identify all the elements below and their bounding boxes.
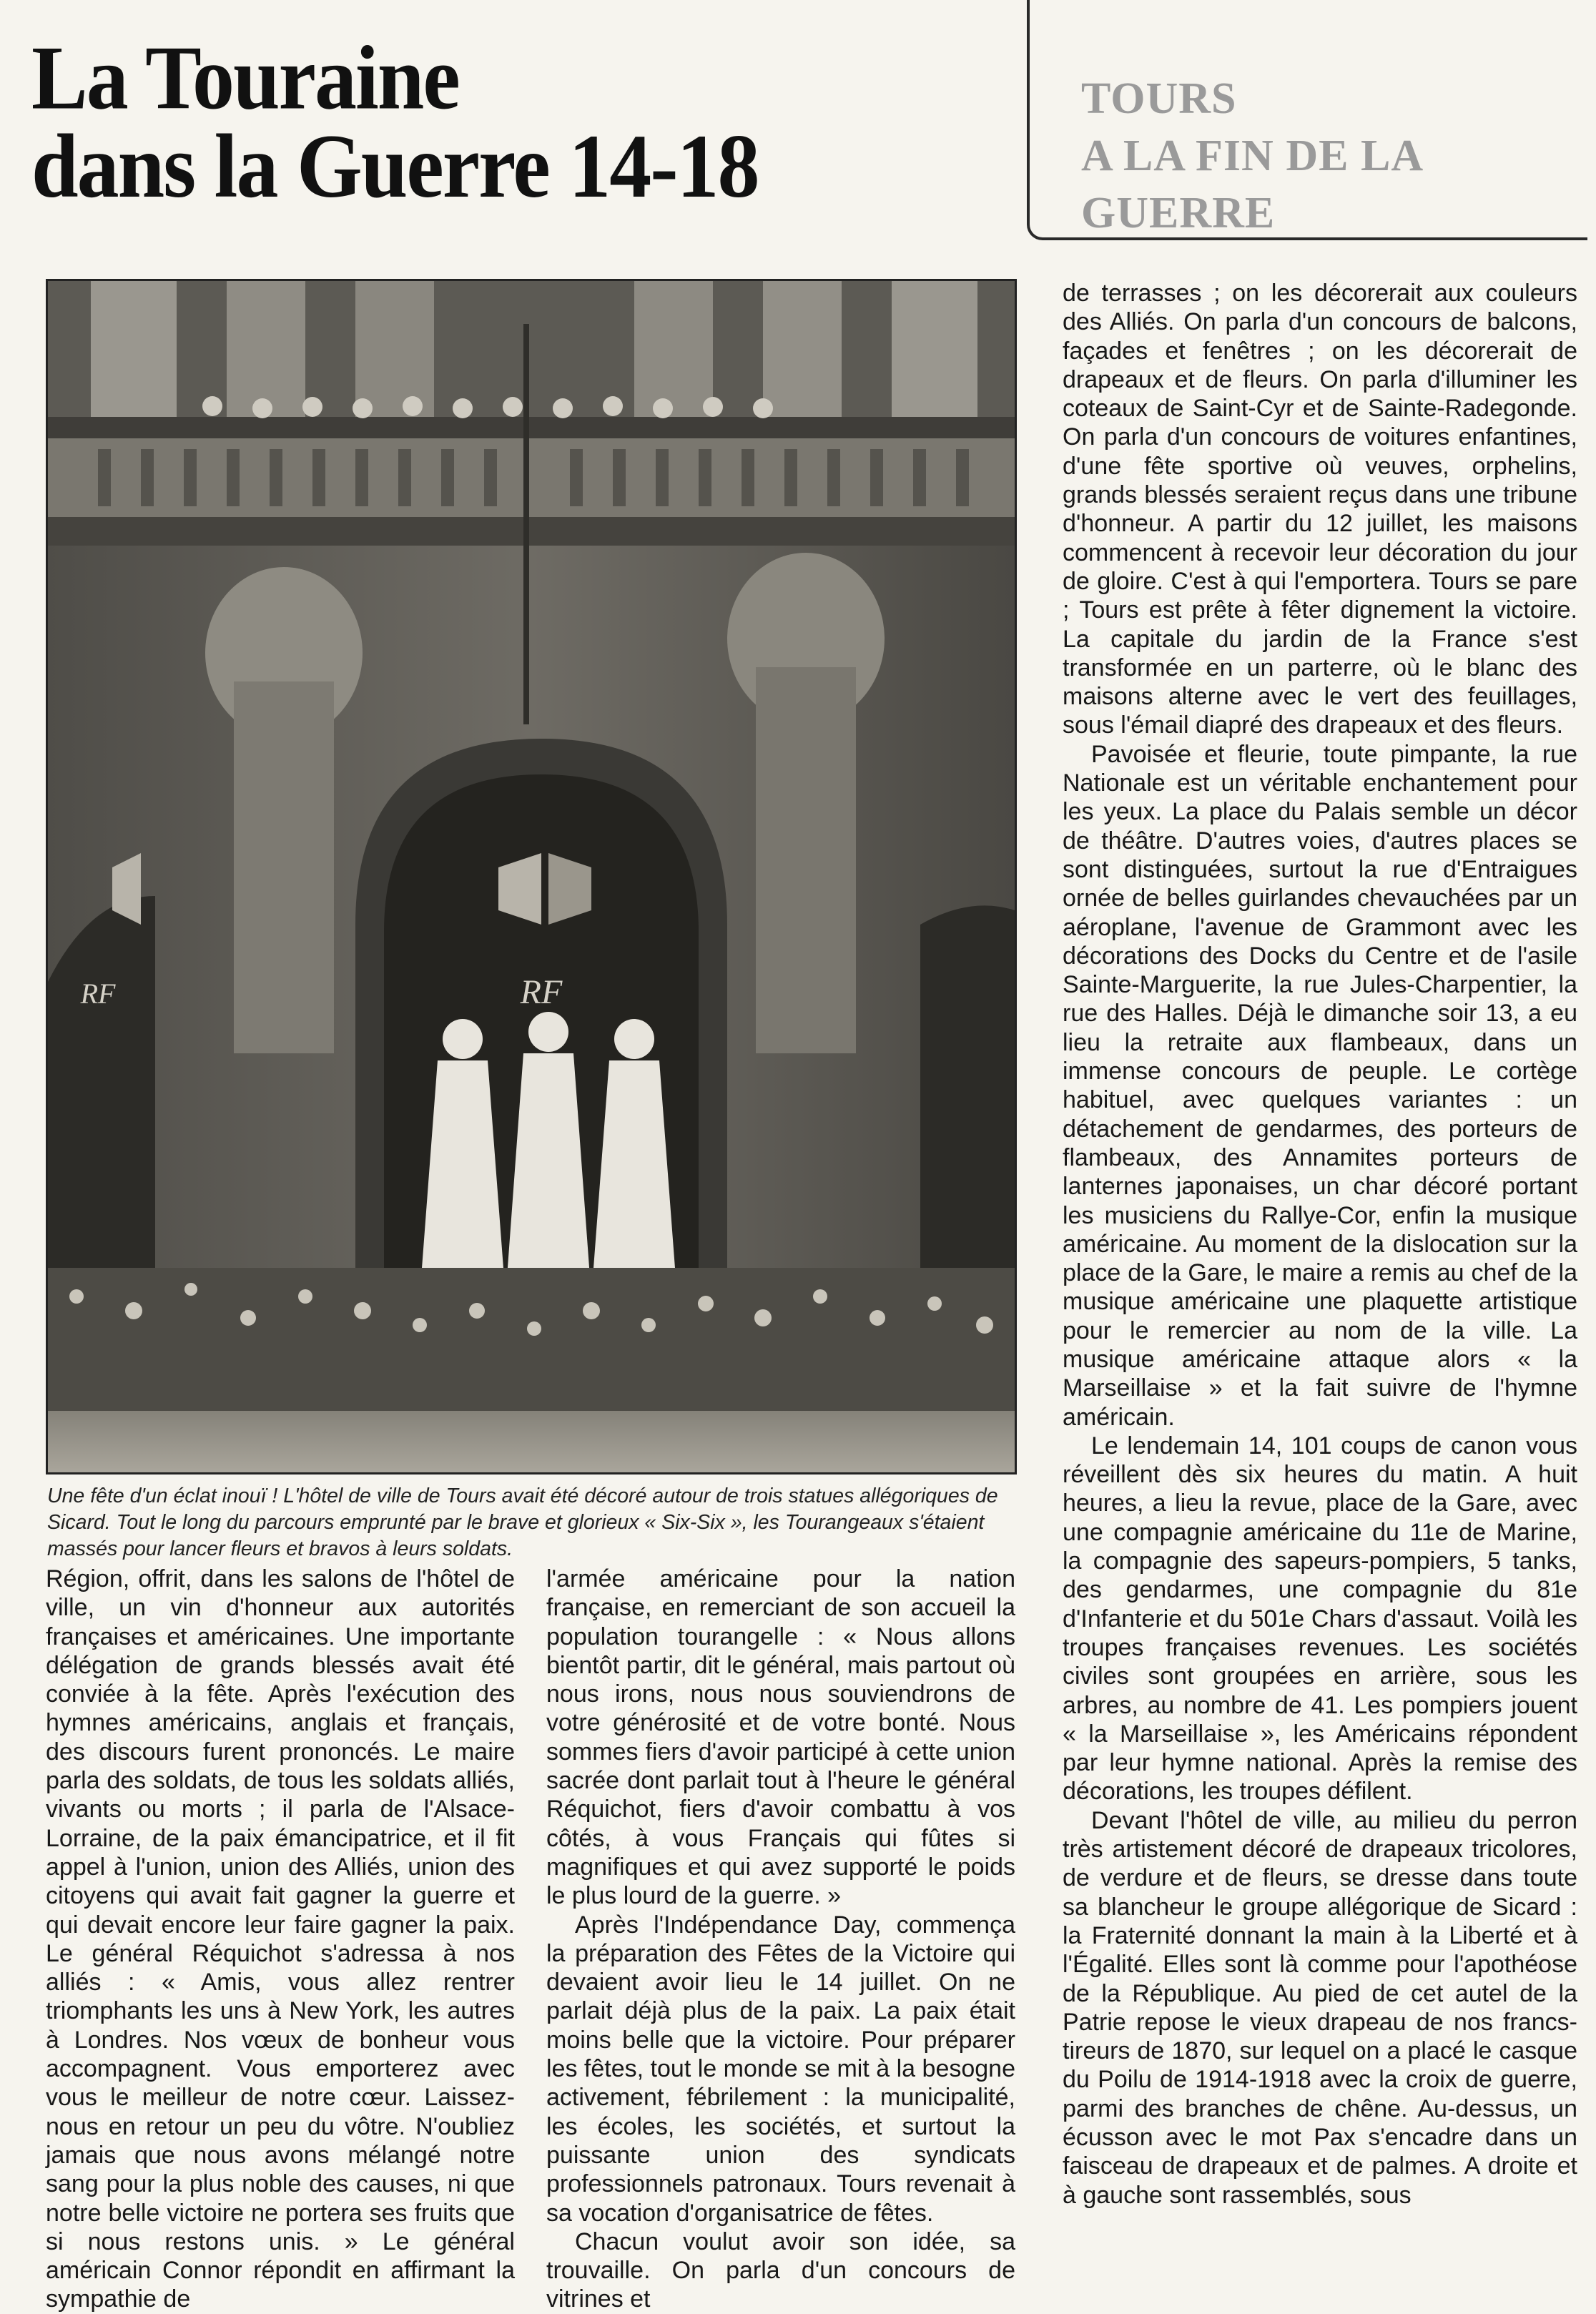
main-title [31, 27, 961, 217]
rf-inscription-left: RF [80, 978, 116, 1010]
col1-paragraph-1: Région, offrit, dans les salons de l'hôtel de ville, un vin d'honneur aux autorités françaises et américaines. Une importante délégation de grands blessés avait été conviée à la fête. Après l'exécution des hymnes américains, anglais et français, des discours furent prononcés. Le maire parla des soldats, de tous les soldats alliés, vivants ou morts ; il parla de l'Alsace-Lorraine, de la paix émancipatrice, et il fit appel à l'union, union des Alliés, union des citoyens qui avait fait gagner la guerre et qui devait encore leur faire gagner la paix. Le général Réquichot s'adressa à nos alliés : « Amis, vous allez rentrer triomphants les uns à New York, les autres à Londres. Nos vœux de bonheur vous accompagnent. Vous emporterez avec vous le meilleur de notre cœur. Laissez-nous en retour un peu du vôtre. N'oubliez jamais que nous avons mélangé notre sang pour la plus noble des causes, ni que notre belle victoire ne portera ses fruits que si nous restons unis. » Le général américain Connor répondit en affirmant la sympathie de [46, 1565, 515, 2313]
main-title-line-1: La Touraine [31, 27, 459, 129]
col3-paragraph-3: Le lendemain 14, 101 coups de canon vous réveillent dès six heures du matin. A huit heures, a lieu la revue, place de la Gare, avec une compagnie américaine du 11e de Marine, la compagnie des sapeurs-pompiers, 5 tanks, des gendarmes, une compagnie du 81e d'Infanterie et du 501e Chars d'assaut. Voilà les troupes françaises revenues. Les sociétés civiles sont groupées en arrière, sous les arbres, au nombre de 41. Les pompiers jouent « la Marseillaise », les Américains répondent par leur hymne national. Après la remise des décorations, les troupes défilent. [1063, 1432, 1577, 1806]
section-title [1081, 70, 1587, 242]
col2-paragraph-1: l'armée américaine pour la nation française, en remerciant de son accueil la population tourangelle : « Nous allons bientôt partir, dit le général, mais partout où nous irons, nous nous souviendrons de votre générosité et de votre bonté. Nous sommes fiers d'avoir participé à cette union sacrée dont parlait tout à l'heure le général Réquichot, fiers d'avoir combattu à vos côtés, à vous Français qui fûtes si magnifiques et qui avez supporté le poids le plus lourd de la guerre. » [546, 1565, 1015, 1910]
text-column-2 [546, 1565, 1015, 2314]
col3-paragraph-4: Devant l'hôtel de ville, au milieu du perron très artistement décoré de drapeaux tricolores, de verdure et de fleurs, se dresse dans toute sa blancheur le groupe allégorique de Sicard : la Fraternité donnant la main à la Liberté et à l'Égalité. Elles sont là comme pour l'apothéose de la République. Au pied de cet autel de la Patrie repose le vieux drapeau de nos francs-tireurs de 1870, sur lequel on a placé le casque du Poilu de 1914-1918 avec la croix de guerre, parmi des branches de chêne. Au-dessus, un écusson avec le mot Pax s'encadre dans un faisceau de drapeaux et de palmes. A droite et à gauche sont rassemblés, sous [1063, 1806, 1577, 2209]
section-title-line-1: TOURS [1081, 74, 1237, 123]
photo-caption: Une fête d'un éclat inouï ! L'hôtel de ville de Tours avait été décoré autour de trois statues allégoriques de Sicard. Tout le long du parcours emprunté par le brave et glorieux « Six-Six », les Tourangeaux s'étaient massés pour lancer fleurs et bravos à leurs soldats. [47, 1485, 998, 1560]
section-title-box [1027, 0, 1587, 240]
section-title-line-2: A LA FIN DE LA GUERRE [1081, 132, 1422, 237]
col3-paragraph-2: Pavoisée et fleurie, toute pimpante, la rue Nationale est un véritable enchantement pour les yeux. La place du Palais semble un décor de théâtre. D'autres voies, d'autres places se sont distinguées, surtout la rue d'Entraigues ornée de belles guirlandes chevauchées par un aéroplane, l'avenue de Grammont avec les décorations des Docks du Centre et de l'asile Sainte-Marguerite, la rue Jules-Charpentier, la rue des Halles. Déjà le dimanche soir 13, a eu lieu la retraite aux flambeaux, dans un immense concours de peuple. Le cortège habituel, avec quelques variantes : un détachement de gendarmes, des porteurs de flambeaux, des Annamites porteurs de lanternes japonaises, un char décoré portant les musiciens du Rallye-Cor, enfin la musique américaine. Au moment de la dislocation sur la place de la Gare, le maire a remis au chef de la musique américaine une plaquette artistique pour le remercier au nom de la ville. La musique américaine attaque alors « la Marseillaise » et la fait suivre de l'hymne américain. [1063, 740, 1577, 1431]
col2-paragraph-3: Chacun voulut avoir son idée, sa trouvaille. On parla d'un concours de vitrines et [546, 2227, 1015, 2313]
col2-paragraph-2: Après l'Indépendance Day, commença la préparation des Fêtes de la Victoire qui devaient avoir lieu le 14 juillet. On ne parlait déjà plus de la paix. La paix était moins belle que la victoire. Pour préparer les fêtes, tout le monde se mit à la besogne activement, fébrilement : la municipalité, les écoles, les sociétés, et surtout la puissante union des syndicats professionnels patronaux. Tours revenait à sa vocation d'organisatrice de fêtes. [546, 1911, 1015, 2227]
main-title-line-2: dans la Guerre 14-18 [31, 115, 759, 217]
col3-paragraph-1: de terrasses ; on les décorerait aux couleurs des Alliés. On parla d'un concours de balcons, façades et fenêtres ; on les décorerait de drapeaux et de fleurs. On parla d'illuminer les coteaux de Saint-Cyr et de Sainte-Radegonde. On parla d'un concours de voitures enfantines, d'une fête sportive où veuves, orphelins, grands blessés seraient reçus dans une tribune d'honneur. A partir du 12 juillet, les maisons commencent à recevoir leur décoration du jour de gloire. C'est à qui l'emportera. Tours se pare ; Tours est prête à fêter dignement la victoire. La capitale du jardin de la France s'est transformée en un parterre, où le blanc des maisons alterne avec le vert des feuillages, sous l'émail diapré des drapeaux et des fleurs. [1063, 280, 1577, 739]
photo-hotel-de-ville [46, 279, 1017, 1474]
rf-inscription-center: RF [520, 973, 563, 1011]
text-column-1 [46, 1565, 515, 2314]
photo-illustration [48, 281, 1015, 1472]
text-column-3 [1063, 279, 1577, 2210]
